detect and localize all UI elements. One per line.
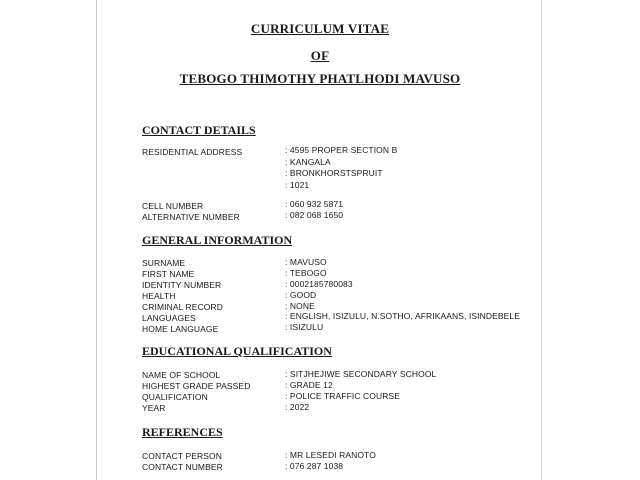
school-name-label: NAME OF SCHOOL bbox=[142, 370, 221, 380]
section-heading-general: GENERAL INFORMATION bbox=[142, 233, 293, 247]
home-language-value: : ISIZULU bbox=[285, 322, 324, 332]
highest-grade-label: HIGHEST GRADE PASSED bbox=[142, 381, 251, 391]
section-heading-references: REFERENCES bbox=[142, 425, 223, 439]
criminal-record-value: : NONE bbox=[285, 301, 315, 311]
cell-value: : 060 932 5871 bbox=[285, 199, 344, 209]
address-line: : BRONKHORSTSPRUIT bbox=[285, 168, 383, 178]
address-label: RESIDENTIAL ADDRESS bbox=[142, 147, 243, 157]
year-value: : 2022 bbox=[285, 402, 310, 412]
candidate-name: TEBOGO THIMOTHY PHATLHODI MAVUSO bbox=[179, 71, 461, 86]
qualification-value: : POLICE TRAFFIC COURSE bbox=[285, 391, 401, 401]
home-language-label: HOME LANGUAGE bbox=[142, 324, 219, 334]
cell-label: CELL NUMBER bbox=[142, 201, 204, 211]
contact-person-label: CONTACT PERSON bbox=[142, 451, 222, 461]
highest-grade-value: : GRADE 12 bbox=[285, 380, 333, 390]
health-label: HEALTH bbox=[142, 291, 176, 301]
languages-value: : ENGLISH, ISIZULU, N.SOTHO, AFRIKAANS, ISINDEBELE bbox=[285, 311, 521, 321]
document-title-of: OF bbox=[310, 48, 330, 63]
address-line: : 1021 bbox=[285, 180, 310, 190]
health-value: : GOOD bbox=[285, 290, 317, 300]
criminal-record-label: CRIMINAL RECORD bbox=[142, 302, 223, 312]
school-name-value: : SITJHEJIWE SECONDARY SCHOOL bbox=[285, 369, 437, 379]
alt-number-value: : 082 068 1650 bbox=[285, 210, 344, 220]
alt-number-label: ALTERNATIVE NUMBER bbox=[142, 212, 240, 222]
first-name-label: FIRST NAME bbox=[142, 269, 195, 279]
qualification-label: QUALIFICATION bbox=[142, 392, 208, 402]
document-title: CURRICULUM VITAE bbox=[250, 21, 390, 36]
address-line: : 4595 PROPER SECTION B bbox=[285, 145, 398, 155]
reference-number-value: : 076 287 1038 bbox=[285, 461, 344, 471]
section-heading-education: EDUCATIONAL QUALIFICATION bbox=[142, 344, 332, 358]
identity-number-value: : 0002185780083 bbox=[285, 279, 353, 289]
reference-number-label: CONTACT NUMBER bbox=[142, 462, 223, 472]
first-name-value: : TEBOGO bbox=[285, 268, 327, 278]
contact-person-value: : MR LESEDI RANOTO bbox=[285, 450, 376, 460]
surname-label: SURNAME bbox=[142, 258, 186, 268]
address-line: : KANGALA bbox=[285, 157, 331, 167]
year-label: YEAR bbox=[142, 403, 166, 413]
languages-label: LANGUAGES bbox=[142, 313, 196, 323]
surname-value: : MAVUSO bbox=[285, 257, 327, 267]
identity-number-label: IDENTITY NUMBER bbox=[142, 280, 222, 290]
section-heading-contact: CONTACT DETAILS bbox=[142, 123, 256, 137]
